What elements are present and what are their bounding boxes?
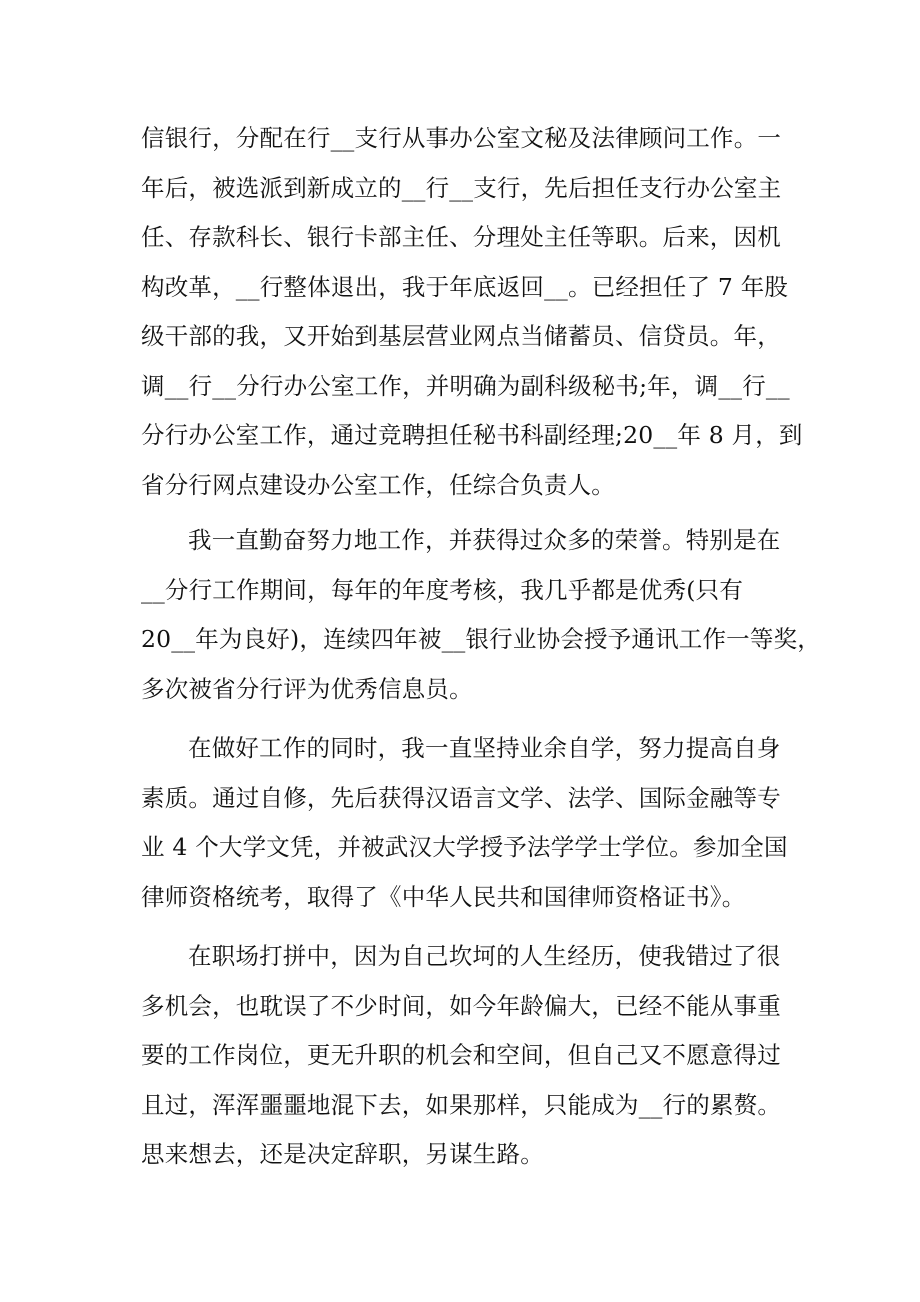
- text-line: 业 4 个大学文凭，并被武汉大学授予法学学士学位。参加全国: [141, 833, 788, 861]
- text-line: 在做好工作的同时，我一直坚持业余自学，努力提高自身: [188, 734, 781, 762]
- text-line: 我一直勤奋努力地工作，并获得过众多的荣誉。特别是在: [188, 526, 781, 554]
- text-line: 在职场打拼中，因为自己坎坷的人生经历，使我错过了很: [188, 942, 781, 970]
- text-line: 思来想去，还是决定辞职，另谋生路。: [141, 1140, 544, 1168]
- text-line: 省分行网点建设办公室工作，任综合负责人。: [141, 470, 615, 499]
- text-line: 多次被省分行评为优秀信息员。: [141, 674, 473, 703]
- paragraph-self-study: [141, 724, 791, 922]
- text-line: 素质。通过自修，先后获得汉语言文学、法学、国际金融等专: [141, 783, 781, 812]
- text-line: 任、存款科长、银行卡部主任、分理处主任等职。后来，因机: [141, 223, 781, 251]
- text-line: 调__行__分行办公室工作，并明确为副科级秘书;年，调__行__: [141, 371, 790, 400]
- text-line: 信银行，分配在行__支行从事办公室文秘及法律顾问工作。一: [141, 124, 782, 152]
- text-line: 20__年为良好)，连续四年被__银行业协会授予通讯工作一等奖，: [141, 625, 821, 653]
- text-line: 年后，被选派到新成立的__行__支行，先后担任支行办公室主: [141, 173, 782, 202]
- text-line: __分行工作期间，每年的年度考核，我几乎都是优秀(只有: [141, 575, 744, 604]
- paragraph-honors: [141, 516, 821, 714]
- text-line: 且过，浑浑噩噩地混下去，如果那样，只能成为__行的累赘。: [141, 1090, 782, 1119]
- paragraph-career-history: [141, 114, 803, 510]
- text-line: 多机会，也耽误了不少时间，如今年龄偏大，已经不能从事重: [141, 991, 781, 1020]
- text-line: 级干部的我，又开始到基层营业网点当储蓄员、信贷员。年，: [141, 322, 781, 350]
- text-line: 律师资格统考，取得了《中华人民共和国律师资格证书》。: [141, 882, 746, 911]
- text-line: 要的工作岗位，更无升职的机会和空间，但自己又不愿意得过: [141, 1041, 781, 1069]
- text-line: 构改革，__行整体退出，我于年底返回__。已经担任了 7 年股: [141, 272, 789, 301]
- text-line: 分行办公室工作，通过竞聘担任秘书科副经理;20__年 8 月，到: [141, 421, 803, 449]
- paragraph-resignation-reason: [141, 932, 791, 1180]
